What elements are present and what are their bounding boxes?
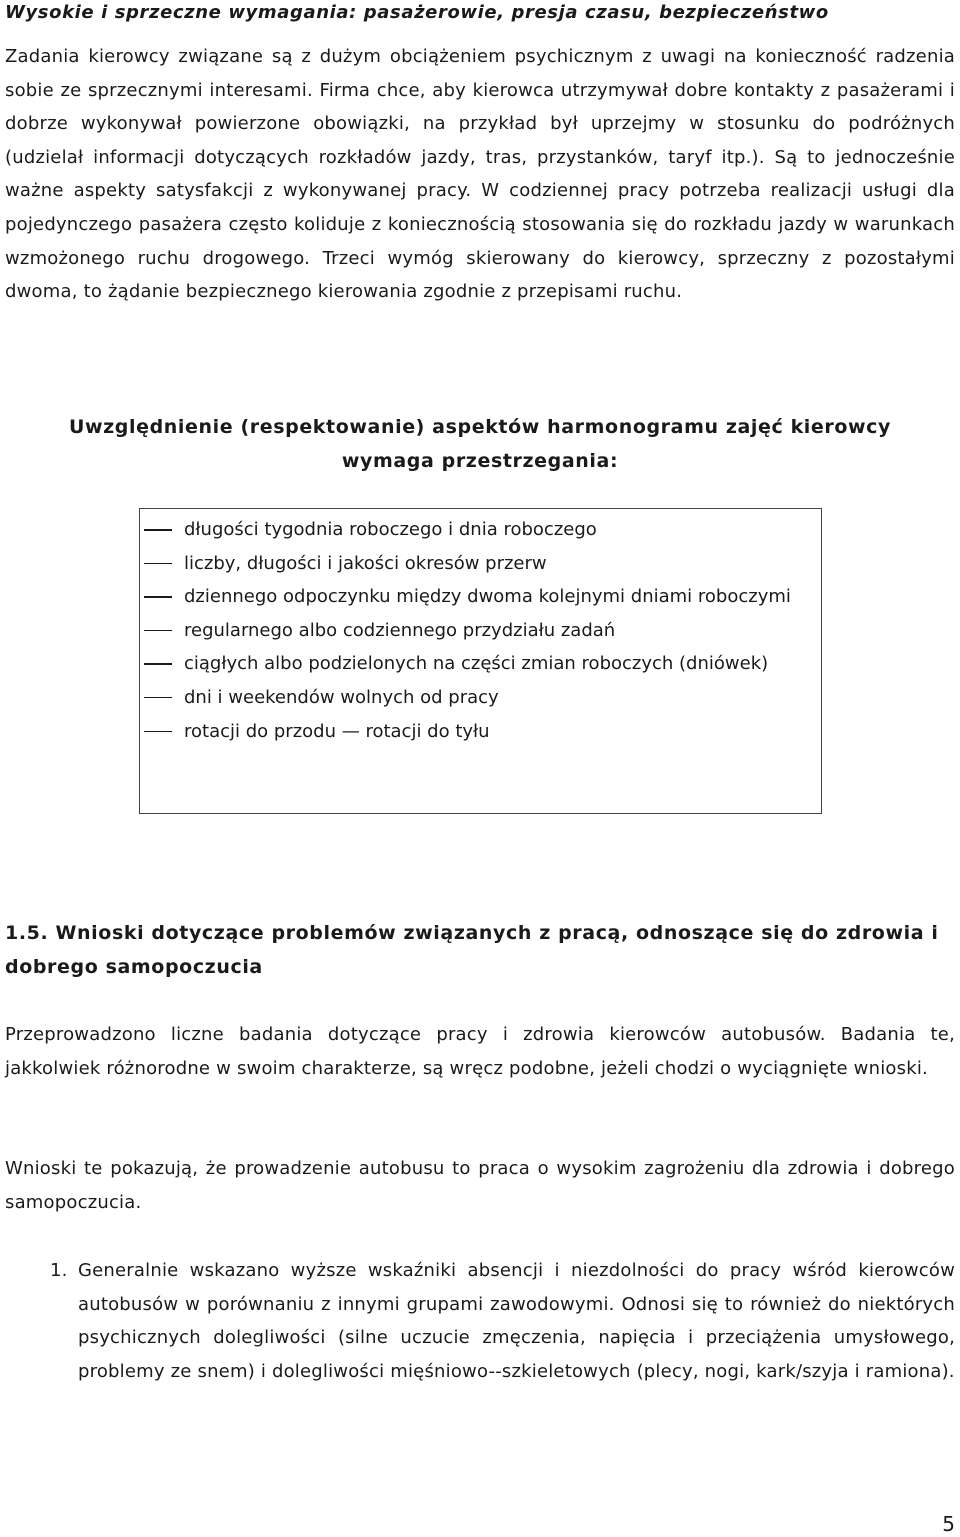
schedule-heading: Uwzględnienie (respektowanie) aspektów harmonogramu zajęć kierowcy wymaga przestrzegania: [68,416,892,472]
section-title: Wysokie i sprzeczne wymagania: pasażerowie, presja czasu, bezpieczeństwo [5,2,829,23]
finding-item [5,1254,955,1388]
list-item-text: ciągłych albo podzielonych na części zmian roboczych (dniówek) [184,653,769,675]
list-item [140,715,820,749]
research-paragraph: Przeprowadzono liczne badania dotyczące pracy i zdrowia kierowców autobusów. Badania te, jakkolwiek różnorodne w swoim charakterze, są wręcz podobne, jeżeli chodzi o wyciągnięte wnioski. [5,1024,955,1079]
dash-bullet-icon [144,697,172,699]
conclusion-paragraph: Wnioski te pokazują, że prowadzenie autobusu to praca o wysokim zagrożeniu dla zdrowia i dobrego samopoczucia. [5,1158,955,1213]
page-number: 5 [942,1512,955,1536]
list-item [140,513,820,547]
findings-list [5,1254,955,1388]
list-item [140,681,820,715]
list-item [140,647,820,681]
dash-bullet-icon [144,663,172,665]
list-item [140,614,820,648]
list-item-text: regularnego albo codziennego przydziału zadań [184,619,616,641]
list-item-text: dziennego odpoczynku między dwoma kolejnymi dniami roboczymi [184,586,791,608]
dash-bullet-icon [144,630,172,632]
dash-bullet-icon [144,529,172,531]
schedule-requirements-list [140,513,820,748]
dash-bullet-icon [144,596,172,598]
list-item [140,580,820,614]
list-item-text: długości tygodnia roboczego i dnia roboczego [184,519,597,540]
list-item [140,547,820,581]
schedule-requirements-box [139,508,822,814]
finding-text: Generalnie wskazano wyższe wskaźniki absencji i niezdolności do pracy wśród kierowców autobusów w porównaniu z innymi grupami zawodowymi. Odnosi się to również do niektórych psychicznych dolegliwości (silne uczucie zmęczenia, napięcia i przeciążenia umysłowego, problemy ze snem) i dolegliwości mięśniowo--szkieletowych (plecy, nogi, kark/szyja i ramiona). [78,1260,955,1382]
list-item-text: dni i weekendów wolnych od pracy [184,686,499,708]
finding-number: 1. [50,1260,68,1281]
list-item-text: liczby, długości i jakości okresów przerw [184,552,547,574]
list-item-text: rotacji do przodu — rotacji do tyłu [184,720,490,742]
dash-bullet-icon [144,731,172,733]
intro-paragraph: Zadania kierowcy związane są z dużym obciążeniem psychicznym z uwagi na konieczność radzenia sobie ze sprzecznymi interesami. Firma chce, aby kierowca utrzymywał dobre kontakty z pasażerami i dobrze wykonywał powierzone obowiązki, na przykład był uprzejmy w stosunku do podróżnych (udzielał informacji dotyczących rozkładów jazdy, tras, przystanków, taryf itp.). Są to jednocześnie ważne aspekty satysfakcji z wykonywanej pracy. W codziennej pracy potrzeba realizacji usługi dla pojedynczego pasażera często koliduje z koniecznością stosowania się do rozkładu jazdy w warunkach wzmożonego ruchu drogowego. Trzeci wymóg skierowany do kierowcy, sprzeczny z pozostałymi dwoma, to żądanie bezpiecznego kierowania zgodnie z przepisami ruchu. [5,46,955,303]
subsection-heading: 1.5. Wnioski dotyczące problemów związanych z pracą, odnoszące się do zdrowia i dobrego samopoczucia [5,922,939,978]
dash-bullet-icon [144,563,172,565]
